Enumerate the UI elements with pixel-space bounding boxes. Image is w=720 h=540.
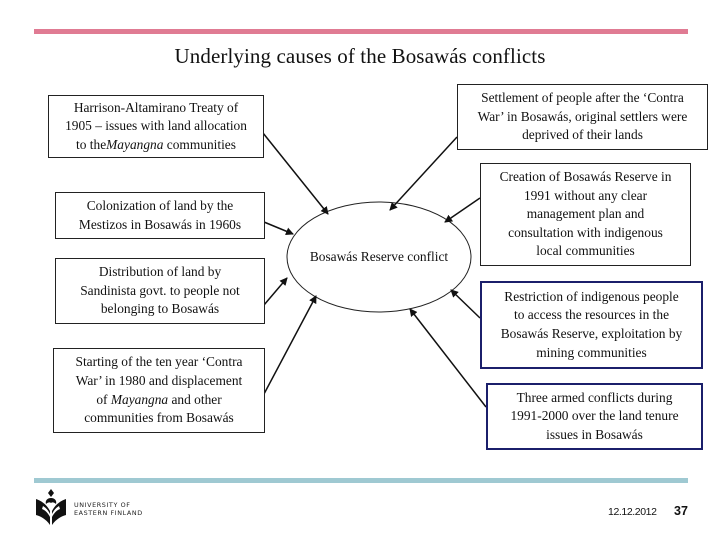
arrow-treaty — [263, 133, 328, 214]
logo-text-line1: UNIVERSITY OF — [74, 501, 131, 509]
cause-text-line: Restriction of indigenous people — [504, 288, 679, 304]
cause-text-fragment: of — [96, 391, 111, 407]
cause-text-fragment: to the — [76, 136, 107, 152]
cause-box-treaty — [48, 95, 264, 158]
cause-text-line: War’ in 1980 and displacement — [75, 372, 243, 388]
cause-text-line: to access the resources in the — [513, 307, 670, 323]
university-logo-text — [74, 501, 143, 517]
arrow-restriction — [451, 290, 480, 318]
cause-text-line: deprived of their lands — [522, 127, 643, 143]
cause-text-line: local communities — [536, 243, 635, 259]
footer-date: 12.12.2012 — [608, 506, 657, 518]
cause-text-line: belonging to Bosawás — [100, 301, 220, 317]
cause-text-line: Starting of the ten year ‘Contra — [75, 354, 243, 370]
arrow-contra-war-start — [264, 296, 316, 394]
cause-text-line: 1905 – issues with land allocation — [65, 118, 247, 134]
cause-text-line: Settlement of people after the ‘Contra — [481, 90, 684, 106]
slide-title: Underlying causes of the Bosawás conflicts — [174, 44, 546, 68]
arrow-reserve-creation — [445, 198, 480, 222]
cause-text-line: Bosawás Reserve, exploitation by — [500, 326, 683, 341]
cause-text-line: Mestizos in Bosawás in 1960s — [78, 216, 242, 232]
cause-box-contra-war-start — [53, 348, 265, 433]
cause-text-line: Distribution of land by — [98, 264, 222, 280]
bottom-accent-rule — [34, 478, 688, 483]
cause-text-fragment: and other — [168, 391, 222, 407]
cause-text-line: management plan and — [526, 206, 645, 222]
cause-text-line: 1991-2000 over the land tenure — [510, 408, 679, 424]
cause-text-line: Three armed conflicts during — [516, 389, 673, 405]
cause-text-line — [65, 136, 247, 155]
cause-text-line: 1991 without any clear — [523, 187, 648, 203]
cause-text-line: communities from Bosawás — [84, 410, 234, 426]
cause-text-line: Creation of Bosawás Reserve in — [499, 169, 672, 185]
cause-text-line: Harrison-Altamirano Treaty of — [73, 99, 239, 115]
cause-text-line: Colonization of land by the — [86, 197, 234, 213]
logo-text-line2: EASTERN FINLAND — [74, 509, 143, 517]
cause-text-fragment: communities — [163, 136, 236, 152]
cause-box-distribution — [55, 258, 265, 324]
page-number: 37 — [674, 504, 688, 518]
cause-box-restriction — [480, 281, 703, 369]
cause-text-line: Sandinista govt. to people not — [80, 282, 240, 298]
cause-box-settlement — [457, 84, 708, 150]
cause-text-line: mining communities — [536, 344, 647, 360]
cause-text-line — [76, 391, 243, 410]
cause-text-italic: Mayangna — [110, 391, 169, 407]
cause-box-colonization — [55, 192, 265, 239]
cause-text-line: War’ in Bosawás, original settlers were — [477, 108, 688, 124]
arrow-armed-conflicts — [410, 309, 486, 407]
arrow-colonization — [264, 222, 293, 234]
cause-box-reserve-creation — [480, 163, 691, 266]
cause-text-italic: Mayangna — [106, 136, 164, 152]
cause-text-line: issues in Bosawás — [546, 426, 643, 442]
university-logo-icon — [34, 489, 68, 527]
cause-box-armed-conflicts — [486, 383, 703, 450]
arrow-settlement — [390, 137, 457, 210]
cause-text-line: consultation with indigenous — [508, 224, 663, 240]
center-label: Bosawás Reserve conflict — [309, 249, 449, 264]
arrow-distribution — [264, 278, 287, 305]
